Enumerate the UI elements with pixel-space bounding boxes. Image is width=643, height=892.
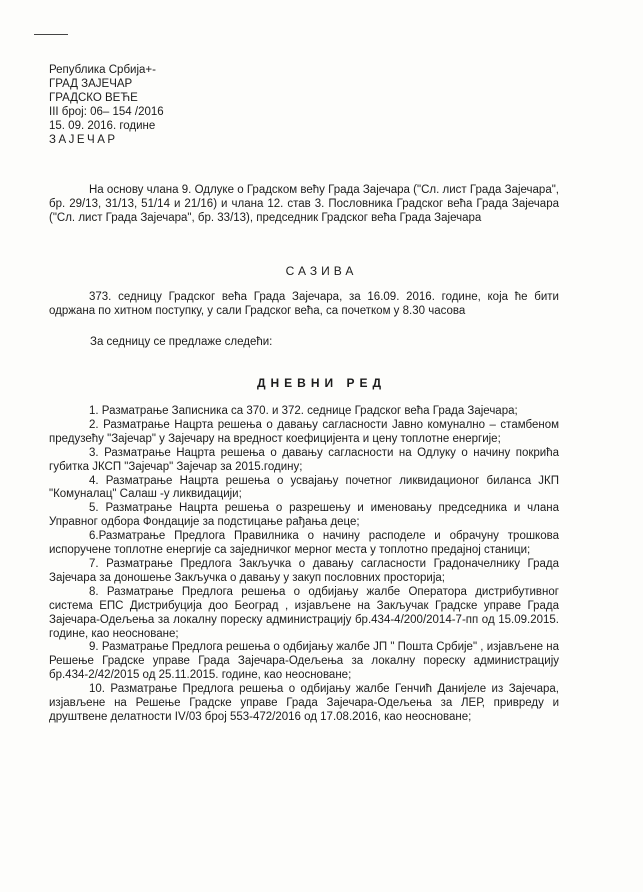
agenda-item: 6.Разматрање Предлога Правилника о начину расподеле и обрачуну трошкова испоручене топлотне енергије са заједничког мерног места у топлотно предајној станици; (49, 530, 559, 557)
agenda-item: 2. Разматрање Нацрта решења о давању сагласности Јавно комунално – стамбеном предузећу "Зајечар" у Зајечару на вредност коефицијента и цену топлотне енергије; (49, 418, 559, 445)
header-place: ЗАЈЕЧАР (49, 134, 118, 146)
intro-paragraph: На основу члана 9. Одлуке о Градском већу Града Зајечара ("Сл. лист Града Зајечара", бр. 29/13, 31/13, 51/14 и 21/16) и члана 12. став 3. Пословника Градског већа Града Зајечара ("Сл. лист Града Зајечара", бр. 33/13), председник Градског већа Града Зајечара (49, 184, 559, 224)
agenda-item: 7. Разматрање Предлога Закључка о давању сагласности Градоначелнику Града Зајечара за доношење Закључка о давању у закуп пословних просторија; (49, 557, 559, 584)
saziva-title: САЗИВА (285, 264, 358, 278)
agenda-item: 10. Разматрање Предлога решења о одбијању жалбе Генчић Данијеле из Зајечара, изјављене на Решење Градске управе Града Зајечара-Одељења за ЛЕР, привреду и друштвене делатности IV/03 број 553-472/2016 од 17.08.2016, као неосноване; (49, 683, 559, 723)
header-city: ГРАД ЗАЈЕЧАР (49, 78, 133, 90)
header-republic: Република Србија+- (49, 64, 156, 76)
agenda-item: 9. Разматрање Предлога решења о одбијању жалбе ЈП " Пошта Србије" , изјављене на Решење Градске управе Града Зајечара-Одељења за локалну пореску администрацију бр.434-2/42/2015 од 25.11.2015. године, као неосноване; (49, 641, 559, 682)
session-paragraph: 373. седницу Градског већа Града Зајечара, за 16.09. 2016. године, која ће бити одржана по хитном поступку, у сали Градског већа, са почетком у 8.30 часова (49, 291, 559, 317)
header-council: ГРАДСКО ВЕЋЕ (49, 92, 138, 104)
agenda-item: 3. Разматрање Нацрта решења о давању сагласности на Одлуку о начину покрића губитка ЈКСП "Зајечар" Зајечар за 2015.годину; (49, 446, 559, 473)
proposal-line: За седницу се предлаже следећи: (90, 336, 273, 348)
agenda-list (49, 405, 559, 725)
scan-mark (34, 34, 68, 35)
agenda-item: 5. Разматрање Нацрта решења о разрешењу и именовању председника и члана Управног одбора Фондације за подстицање рађања деце; (49, 502, 559, 529)
header-date: 15. 09. 2016. године (49, 120, 156, 132)
agenda-item: 8. Разматрање Предлога решења о одбијању жалбе Оператора дистрибутивног система ЕПС Дистрибуција доо Београд , изјављене на Закључак Градске управе Града Зајечара-Одељења за локалну пореску администрацију бр.434-4/200/2014-7-пп од 15.09.2015. године, као неосноване; (49, 585, 559, 640)
header-number: III број: 06– 154 /2016 (49, 106, 164, 118)
agenda-item: 1. Разматрање Записника са 370. и 372. седнице Градског већа Града Зајечара; (89, 405, 518, 417)
agenda-title: ДНЕВНИ РЕД (256, 376, 387, 390)
agenda-item: 4. Разматрање Нацрта решења о усвајању почетног ликвидационог биланса ЈКП "Комуналац" Салаш -у ликвидацији; (49, 474, 559, 501)
document-header (49, 63, 164, 147)
